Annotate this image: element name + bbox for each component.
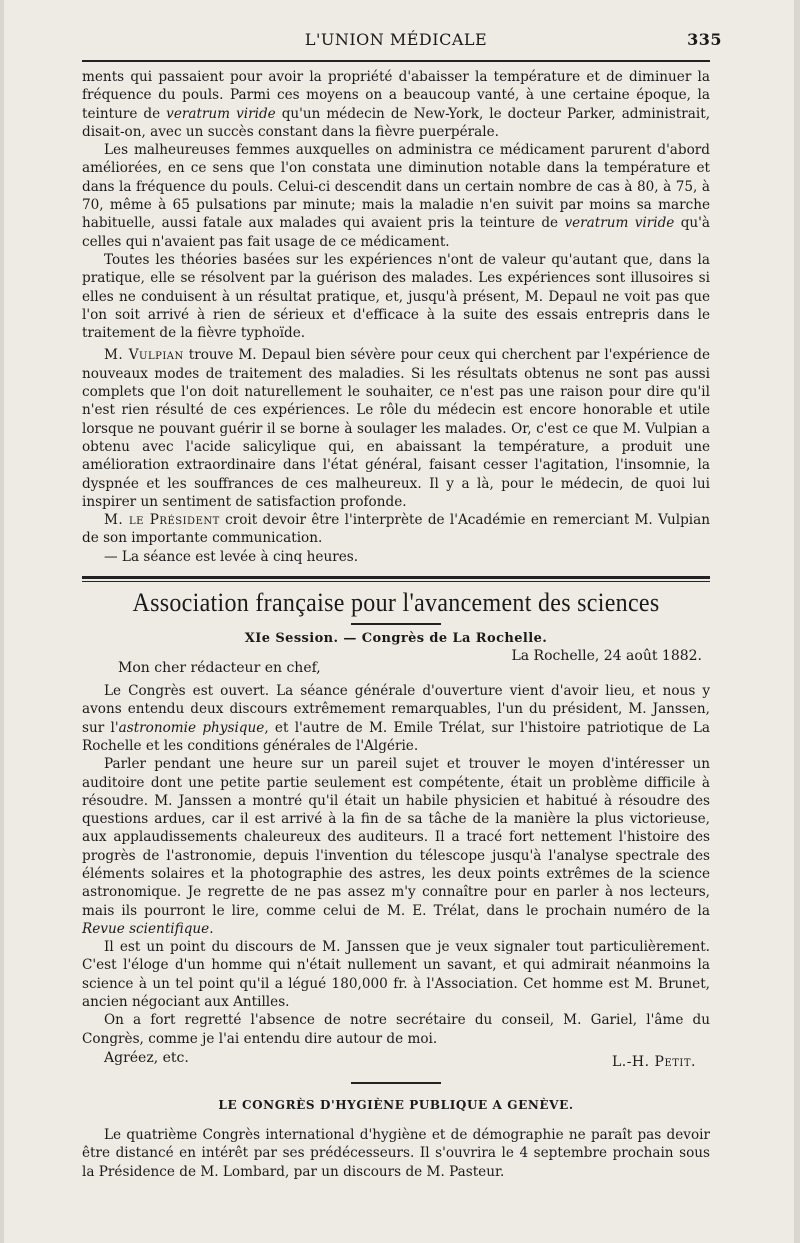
session-closing: — La séance est levée à cinq heures. [104, 548, 359, 565]
running-head [82, 26, 722, 56]
italic-term: veratrum viride [166, 105, 276, 122]
text-run: Les malheureuses femmes auxquelles on administra ce médicament parurent d'abord améliorées, en ce sens que l'on constata une diminution notable dans la température et dans la fréquence du pouls. Celui-ci descendit dans un certain nombre de cas à 80, à 75, à 70, même à 65 pulsations par minute; mais la maladie n'en suivit par moins sa marche habituelle, aussi fatale aux malades qui avaient pris la teinture de [82, 142, 710, 232]
discussion-paragraph: Toutes les théories basées sur les expériences n'ont de valeur qu'autant que, dans la pratique, elle se résolvent par la guérison des malades. Les expériences sont illusoires si elles ne conduisent à un résultat pratique, et, jusqu'à présent, M. Depaul ne voit pas que l'on soit arrivé à rien de sérieux et d'efficace à la suite des essais entrepris dans le traitement de la fièvre typhoïde. [82, 251, 710, 342]
association-title: Association française pour l'avancement des sciences [132, 588, 660, 618]
italic-term: Revue scientifique [82, 920, 210, 937]
discussion-paragraph [82, 141, 710, 251]
letter-paragraph [82, 682, 710, 755]
letter-salutation: Mon cher rédacteur en chef, [118, 660, 321, 677]
text-run: croit devoir être l'interprète de l'Académie en remerciant M. Vulpian de son importante communication. [82, 512, 710, 547]
text-run: trouve M. Depaul bien sévère pour ceux qui cherchent par l'expérience de nouveaux modes de traitement des maladies. Si les résultats obtenus ne sont pas aussi complets que l'on doit naturellement le souhaiter, ce n'est pas une raison pour dire qu'il n'est rien résulté de ces expériences. Le rôle du médecin est encore honorable et utile lorsque ne pouvant guérir il se borne à soulager les malades. Or, c'est ce que M. Vulpian a obtenu avec l'acide salicylique qui, en abaissant la température, a produit une amélioration extraordinaire dans l'état général, faisant cesser l'agitation, l'insomnie, la dyspnée et les souffrances de ces malheureux. Il y a là, pour le médecin, de quoi lui inspirer un sentiment de satisfaction profonde. [82, 347, 710, 510]
letter-paragraph [82, 755, 710, 938]
hygiene-title: LE CONGRÈS D'HYGIÈNE PUBLIQUE A GENÈVE. [218, 1097, 574, 1112]
journal-page [4, 0, 794, 1243]
text-run: Parler pendant une heure sur un pareil sujet et trouver le moyen d'intéresser un auditoire dont une petite partie seulement est compétente, était un problème difficile à résoudre. M. Janssen a montré qu'il était un habile physicien et habitué à résoudre des questions ardues, car il est arrivé à la fin de sa tâche de la manière la plus victorieuse, aux applaudissements chaleureux des auditeurs. Il a tracé fort nettement l'histoire des progrès de l'astronomie, depuis l'invention du télescope jusqu'à l'analyse spectrale des éléments solaires et la photographie des astres, les deux points extrêmes de la science astronomique. Je regrette de ne pas assez m'y connaître pour en parler à nos lecteurs, mais ils pourront le lire, comme celui de M. E. Trélat, dans le prochain numéro de la [82, 756, 710, 919]
text-run: . [209, 920, 214, 937]
discussion-paragraph [82, 68, 710, 141]
letter-closing [82, 1048, 710, 1072]
text-run: qu'à celles qui n'avaient pas fait usage de ce médicament. [82, 215, 710, 250]
section-rule [351, 1082, 441, 1084]
hygiene-paragraph: Le quatrième Congrès international d'hygiène et de démographie ne paraît pas devoir être distancé en intérêt par ses prédécesseurs. Il s'ouvrira le 4 septembre prochain sous la Présidence de M. Lombard, par un discours de M. Pasteur. [82, 1126, 710, 1180]
letter-dateline: La Rochelle, 24 août 1882. [511, 648, 702, 665]
letter-paragraph: Il est un point du discours de M. Janssen que je veux signaler tout particulièrement. C'est l'éloge d'un homme qui n'était nullement un savant, et qui admirait néanmoins la science à un tel point qu'il a légué 180,000 fr. à l'Association. Cet homme est M. Brunet, ancien négociant aux Antilles. [82, 939, 710, 1011]
header-rule [82, 60, 710, 62]
closing-formula: Agréez, etc. [104, 1049, 189, 1066]
association-letter [82, 682, 710, 1048]
italic-term: astronomie physique [118, 719, 265, 736]
text-run: qu'un médecin de New-York, le docteur Parker, administrait, disait-on, avec un succès constant dans la fièvre puerpérale. [82, 105, 711, 140]
signature: L.-H. Petit. [611, 1053, 696, 1070]
page-number: 335 [687, 30, 722, 49]
text-run: Le Congrès est ouvert. La séance générale d'ouverture vient d'avoir lieu, et nous y avons entendu deux discours extrêmement remarquables, l'un du président, M. Janssen, sur l' [82, 683, 710, 736]
journal-title: L'UNION MÉDICALE [304, 30, 488, 49]
discussion-paragraph [82, 346, 710, 511]
academy-discussion [82, 68, 710, 566]
hygiene-notice [82, 1126, 710, 1181]
session-heading: XIe Session. — Congrès de La Rochelle. [244, 631, 548, 647]
letter-paragraph: On a fort regretté l'absence de notre secrétaire du conseil, M. Gariel, l'âme du Congrès, comme je l'ai entendu dire autour de moi. [82, 1012, 710, 1047]
text-run: ments qui passaient pour avoir la propriété d'abaisser la température et de diminuer la fréquence du pouls. Parmi ces moyens on a beaucoup vanté, à une certaine époque, la teinture de [82, 69, 710, 122]
discussion-paragraph [82, 511, 710, 548]
section-divider [82, 576, 710, 582]
text-run: , et l'autre de M. Emile Trélat, sur l'histoire patriotique de La Rochelle et les conditions générales de l'Algérie. [82, 719, 711, 754]
italic-term: veratrum viride [564, 215, 675, 232]
title-rule [351, 623, 441, 625]
speaker-name: M. Vulpian [104, 347, 184, 364]
speaker-name: M. le Président [104, 512, 220, 529]
